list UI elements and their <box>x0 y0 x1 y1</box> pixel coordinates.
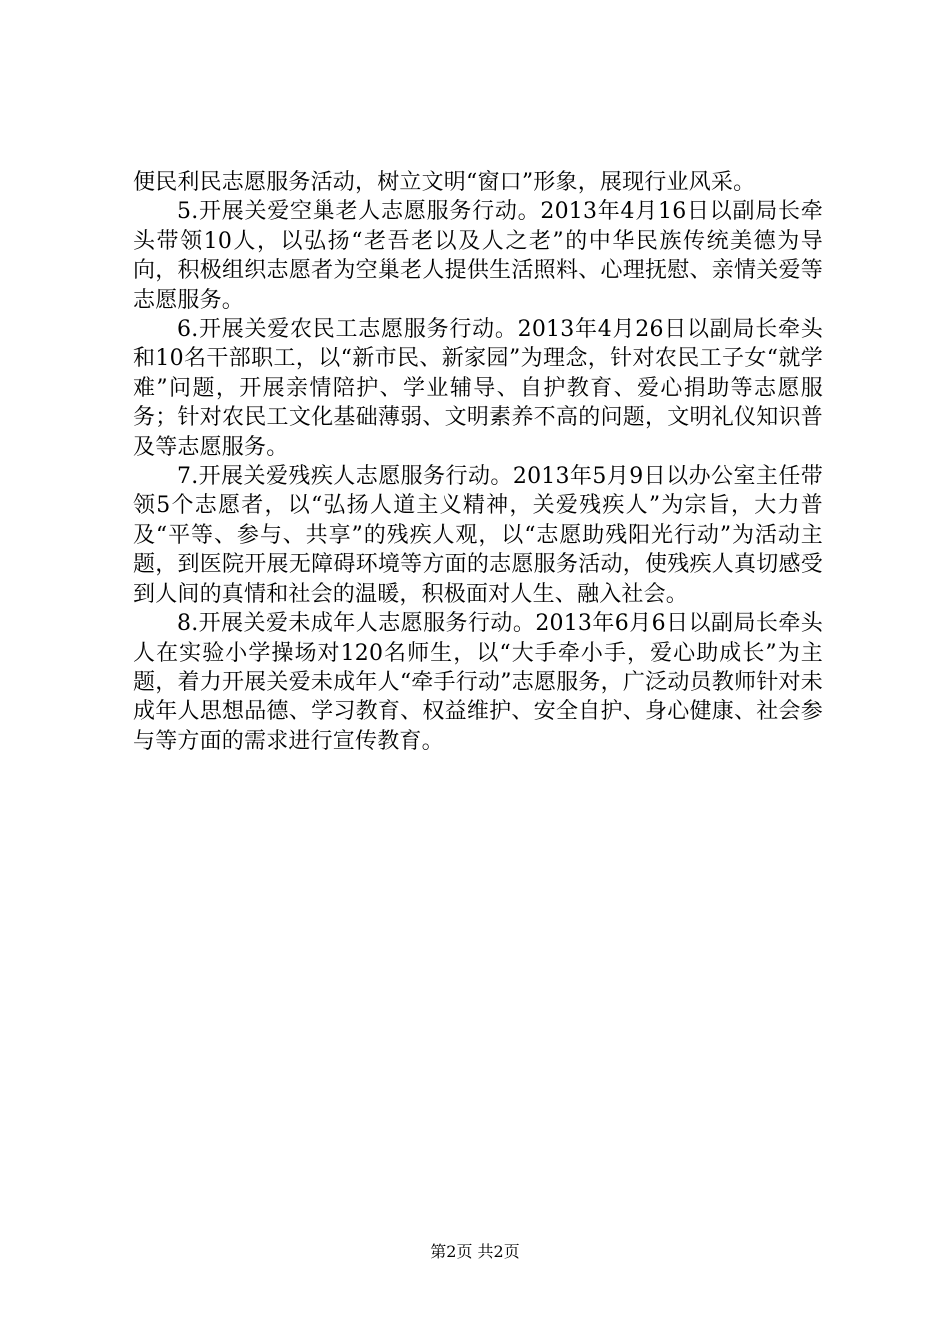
paragraph-item-8: 8.开展关爱未成年人志愿服务行动。2013年6月6日以副局长牵头人在实验小学操场对120名师生，以“大手牵小手，爱心助成长”为主题，着力开展关爱未成年人“牵手行动”志愿服务，广泛动员教师针对未成年人思想品德、学习教育、权益维护、安全自护、身心健康、社会参与等方面的需求进行宣传教育。 <box>133 611 823 754</box>
document-body <box>133 168 823 756</box>
paragraph-item-7: 7.开展关爱残疾人志愿服务行动。2013年5月9日以办公室主任带领5个志愿者，以“弘扬人道主义精神，关爱残疾人”为宗旨，大力普及“平等、参与、共享”的残疾人观，以“志愿助残阳光行动”为活动主题，到医院开展无障碍环境等方面的志愿服务活动，使残疾人真切感受到人间的真情和社会的温暖，积极面对人生、融入社会。 <box>133 464 823 607</box>
paragraph-item-6: 6.开展关爱农民工志愿服务行动。2013年4月26日以副局长牵头和10名干部职工，以“新市民、新家园”为理念，针对农民工子女“就学难”问题，开展亲情陪护、学业辅导、自护教育、爱心捐助等志愿服务；针对农民工文化基础薄弱、文明素养不高的问题，文明礼仪知识普及等志愿服务。 <box>133 317 823 460</box>
paragraph-continuation: 便民利民志愿服务活动，树立文明“窗口”形象，展现行业风采。 <box>133 170 756 195</box>
page-number-footer: 第2页 共2页 <box>430 1242 520 1261</box>
paragraph-item-5: 5.开展关爱空巢老人志愿服务行动。2013年4月16日以副局长牵头带领10人，以弘扬“老吾老以及人之老”的中华民族传统美德为导向，积极组织志愿者为空巢老人提供生活照料、心理抚慰、亲情关爱等志愿服务。 <box>133 199 823 313</box>
